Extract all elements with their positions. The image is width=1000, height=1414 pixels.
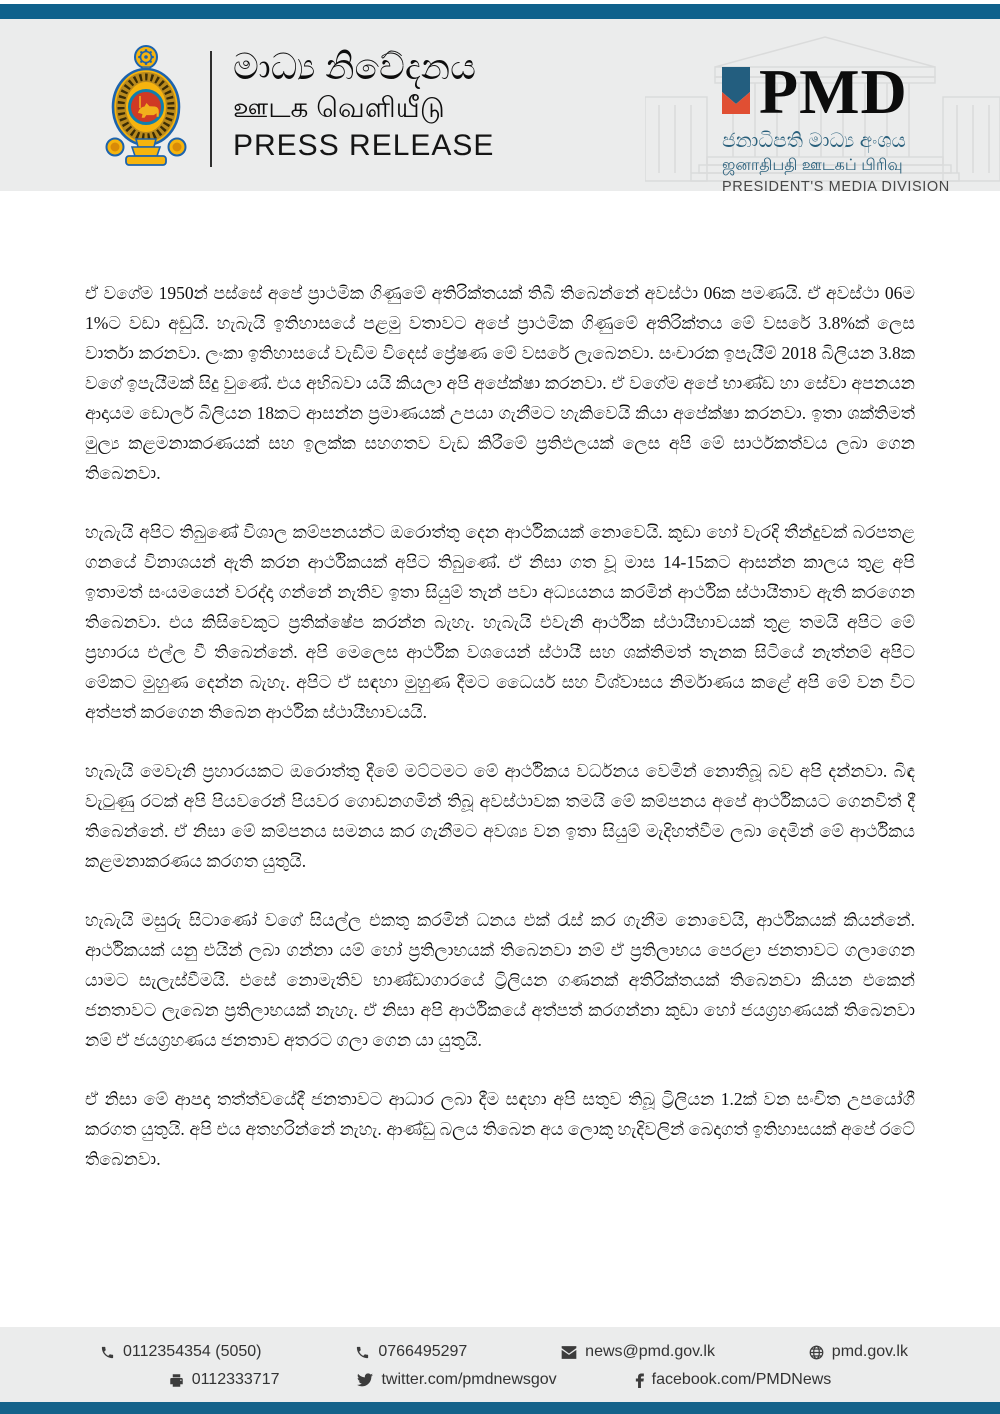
facebook-link[interactable]: facebook.com/PMDNews	[635, 1371, 832, 1389]
fax-icon	[169, 1373, 184, 1388]
fax-number: 0112333717	[169, 1371, 280, 1389]
title-sinhala: මාධ්‍ය නිවේදනය	[233, 46, 477, 87]
footer	[0, 1327, 1000, 1414]
pmd-flag-icon	[722, 67, 750, 114]
website-link[interactable]: pmd.gov.lk	[809, 1343, 908, 1361]
bottom-accent-bar	[0, 1402, 1000, 1414]
envelope-icon	[561, 1346, 577, 1359]
phone-icon	[100, 1345, 115, 1360]
header-left-block	[104, 43, 494, 173]
header	[0, 19, 1000, 191]
title-tamil: ஊடக வெளியீடு	[233, 92, 445, 123]
division-name-sinhala: ජනාධිපති මාධ්‍ය අංශය	[722, 130, 906, 152]
paragraph-4: හැබැයි මසුරු සිටාණෝ වගේ සියල්ල එකතු කරමින් ධනය එක් රැස් කර ගැනීම නොවෙයි, ආර්ථිකයක් කියන්නේ. ආර්ථිකයක් යනු එයින් ලබා ගන්නා යම් හෝ ප්‍රතිලාභයක් තිබෙනවා නම් ඒ ප්‍රතිලාභය පෙරළා ජනතාවට ගලාගෙන යාමට සැලැස්වීමයි. එසේ නොමැතිව භාණ්ඩාගාරයේ ට්‍රිලියන ගණනක් අතිරික්තයක් තිබෙනවා කියන එකෙන් ජනතාවට ලැබෙන ප්‍රතිලාභයක් නැහැ. ඒ නිසා අපි ආර්ථිකයේ අත්පත් කරගන්නා කුඩා හෝ ජයග්‍රහණයක් තිබෙනවා නම් ඒ ජයග්‍රහණය ජනතාව අතරට ගලා ගෙන යා යුතුයි.	[85, 910, 915, 1050]
email-link[interactable]: news@pmd.gov.lk	[561, 1343, 715, 1361]
phone-mobile: 0766495297	[355, 1343, 467, 1361]
paragraph-3: හැබැයි මෙවැනි ප්‍රහාරයකට ඔරොත්තු දීමේ මට්ටමට මේ ආර්ථිකය වර්ධනය වෙමින් නොතිබූ බව අපි දන්නවා. බිඳ වැටුණු රටක් අපි පියවරෙන් පියවර ගොඩනගමින් තිබූ අවස්ථාවක තමයි මේ කම්පනය අපේ ආර්ථිකයට ගෙනවිත් දී තිබෙන්නේ. ඒ නිසා මේ කම්පනය සමනය කර ගැනීමට අවශ්‍ය වන ඉතා සියුම් මැදිහත්වීම ලබා දෙමින් මේ ආර්ථිකය කළමනාකරණය කරගත යුතුයි.	[85, 761, 915, 871]
division-name-english: PRESIDENT'S MEDIA DIVISION	[722, 179, 950, 191]
division-name-tamil: ஜனாதிபதி ஊடகப் பிரிவு	[722, 157, 903, 174]
pmd-logo-block	[722, 56, 950, 191]
header-divider	[210, 51, 212, 167]
top-accent-bar	[0, 4, 1000, 19]
press-release-body	[85, 278, 915, 1203]
paragraph-2: හැබැයි අපිට තිබුණේ විශාල කම්පනයන්ට ඔරොත්තු දෙන ආර්ථිකයක් නොවෙයි. කුඩා හෝ වැරදි තීන්දුවක් බරපතළ ගනයේ විනාශයන් ඇති කරන ආර්ථිකයක් අපිට තිබුණේ. ඒ නිසා ගත වූ මාස 14-15කට ආසන්න කාලය තුළ අපි ඉතාමත් සංයමයෙන් වරද්දා ගන්නේ නැතිව ඉතා සියුම් තැන් පවා අධ්‍යයනය කරමින් ආර්ථික ස්ථායීතාව ඇති කරගෙන තිබෙනවා. එය කිසිවෙකුට ප්‍රතික්ෂේප කරන්න බැහැ. හැබැයි එවැනි ආර්ථික ස්ථායීභාවයක් තුළ තමයි අපිට මේ ප්‍රහාරය එල්ල වී තිබෙන්නේ. අපි මෙලෙස ආර්ථික වශයෙන් ස්ථායී සහ ශක්තිමත් තැනක සිටියේ නැත්නම් අපිට මේකට මුහුණ දෙන්න බැහැ. අපිට ඒ සඳහා මුහුණ දීමට ධෛර්ය සහ විශ්වාසය නිර්මාණය කළේ අපි මේ වන විට අත්පත් කරගෙන තිබෙන ආර්ථික ස්ථායීභාවයයි.	[85, 522, 915, 722]
pmd-acronym: PMD	[759, 56, 908, 127]
paragraph-1: ඒ වගේම 1950න් පස්සේ අපේ ප්‍රාථමික ගිණුමේ අතිරික්තයක් තිබී තිබෙන්නේ අවස්ථා 06ක පමණයි. ඒ අවස්ථා 06ම 1%ට වඩා අඩුයි. හැබැයි ඉතිහාසයේ පළමු වතාවට අපේ ප්‍රාථමික ගිණුමේ අතිරික්තය මේ වසරේ 3.8%ක් ලෙස වාර්තා කරනවා. ලංකා ඉතිහාසයේ වැඩිම විදෙස් ප්‍රේෂණ මේ වසරේ ලැබෙනවා. සංචාරක ඉපැයීම් 2018 බිලියන 3.8ක වගේ ඉපැයීමක් සිදු වුණේ. එය අභිබවා යයි කියලා අපි අපේක්ෂා කරනවා. ඒ වගේම අපේ භාණ්ඩ හා සේවා අපනයන ආදායම ඩොලර් බිලියන 18කට ආසන්න ප්‍රමාණයක් උපයා ගැනීමට හැකිවෙයි කියා අපේක්ෂා කරනවා. ඉතා ශක්තිමත් මුල්‍ය කළමනාකරණයක් සහ ඉලක්ක සහගතව වැඩ කිරීමේ ප්‍රතිඵලයක් ලෙස අපි මේ සාර්ථකත්වය ලබා ගෙන තිබෙනවා.	[85, 283, 915, 483]
twitter-link[interactable]: twitter.com/pmdnewsgov	[357, 1371, 556, 1389]
globe-icon	[809, 1345, 824, 1360]
twitter-bird-icon	[357, 1373, 373, 1387]
phone-icon	[355, 1345, 370, 1360]
press-release-title-block	[233, 43, 494, 165]
sri-lanka-emblem-icon	[104, 43, 188, 173]
paragraph-5: ඒ නිසා මේ ආපදා තත්ත්වයේදී ජනතාවට ආධාර ලබා දීම සඳහා අපි සතුව තිබූ ට්‍රිලියන 1.2ක් වන සංචිත උපයෝගී කරගත යුතුයි. අපි එය අතහරින්නේ නැහැ. ආණ්ඩු බලය තිබෙන අය ලොකු හැදිවලින් බෙදාගත් ඉතිහාසයක් අපේ රටේ තිබෙනවා.	[85, 1089, 915, 1169]
phone-primary: 0112354354 (5050)	[100, 1343, 262, 1361]
facebook-icon	[635, 1372, 644, 1388]
title-english: PRESS RELEASE	[233, 129, 495, 162]
